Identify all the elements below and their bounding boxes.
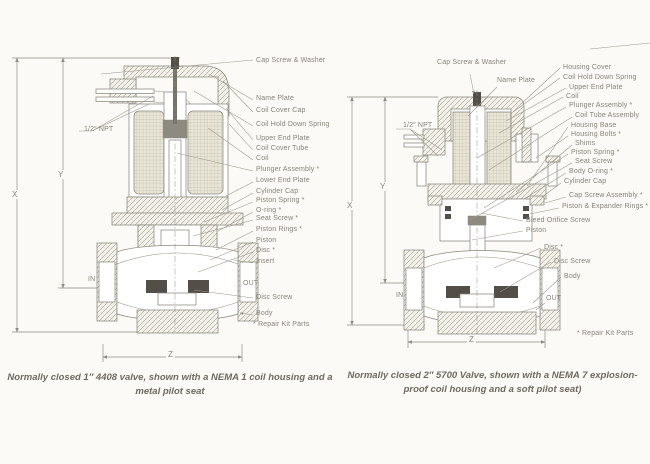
part-label: Disc * [544, 244, 564, 251]
part-label: Piston [256, 237, 277, 244]
part-label: Cap Screw Assembly * [569, 192, 643, 199]
right-caption: Normally closed 2″ 5700 Valve, shown with a NEMA 7 explosion-proof coil housing and a soft pilot seat) [347, 370, 638, 395]
part-label: Coil Hold Down Spring [563, 74, 637, 81]
part-label: Seat Screw * [256, 215, 299, 222]
right-repair-kit-footnote: * Repair Kit Parts [577, 330, 634, 337]
part-label: Plunger Assembly * [256, 166, 320, 173]
part-label: Coil Tube Assembly [575, 112, 640, 119]
right-dim-y-label: Y [380, 182, 386, 191]
left-port-in-label: IN [88, 276, 96, 283]
part-label: Piston Rings * [256, 226, 303, 233]
part-label: Housing Cover [563, 64, 612, 71]
part-label: Body [256, 310, 273, 317]
part-label: Name Plate [256, 95, 295, 102]
left-valve-drawing [12, 56, 258, 362]
part-label: Cylinder Cap [256, 188, 299, 195]
part-label: Upper End Plate [256, 135, 310, 142]
right-npt-label: 1/2″ NPT [403, 122, 433, 129]
part-label: Coil Cover Tube [256, 145, 309, 152]
right-port-out-label: OUT [546, 295, 562, 302]
part-label: Shims [575, 140, 596, 147]
part-label: Coil [256, 155, 269, 162]
part-label: Piston Spring * [571, 149, 620, 156]
part-label: Disc Screw [256, 294, 293, 301]
part-label: Name Plate [497, 77, 536, 84]
part-label: Cap Screw & Washer [256, 57, 326, 64]
part-label: Coil [566, 93, 579, 100]
part-label: Body O-ring * [569, 168, 613, 175]
part-label: Seat Screw [575, 158, 613, 165]
left-repair-kit-footnote: * Repair Kit Parts [253, 321, 310, 328]
left-dim-z-label: Z [168, 350, 173, 359]
part-label: Disc * [256, 247, 276, 254]
right-dim-z-label: Z [469, 335, 474, 344]
part-label: Housing Bolts * [571, 131, 622, 138]
part-label: Lower End Plate [256, 177, 310, 184]
left-caption: Normally closed 1″ 4408 valve, shown with a NEMA 1 coil housing and a metal pilot seat [7, 372, 333, 397]
part-label: Coil Cover Cap [256, 107, 306, 114]
part-label: Upper End Plate [569, 84, 623, 91]
part-label: Cap Screw & Washer [437, 59, 507, 66]
part-label: Body [564, 273, 581, 280]
left-dim-x-label: X [12, 190, 18, 199]
part-label: Bleed Orifice Screw [526, 217, 591, 224]
right-port-in-label: IN [396, 292, 404, 299]
part-label: Disc Screw [554, 258, 591, 265]
part-label: Coil Hold Down Spring [256, 121, 330, 128]
part-label: Piston Spring * [256, 197, 305, 204]
part-label: Plunger Assembly * [569, 102, 633, 109]
left-npt-label: 1/2″ NPT [84, 126, 114, 133]
part-label: Piston & Expander Rings * [562, 203, 649, 210]
part-label: Cylinder Cap [564, 178, 607, 185]
part-label: Piston [526, 227, 547, 234]
part-label: O-ring * [256, 207, 282, 214]
part-label: Housing Base [571, 122, 617, 129]
left-port-out-label: OUT [243, 280, 259, 287]
part-label: Insert [256, 258, 275, 265]
left-dim-y-label: Y [58, 170, 64, 179]
right-dim-x-label: X [347, 201, 353, 210]
